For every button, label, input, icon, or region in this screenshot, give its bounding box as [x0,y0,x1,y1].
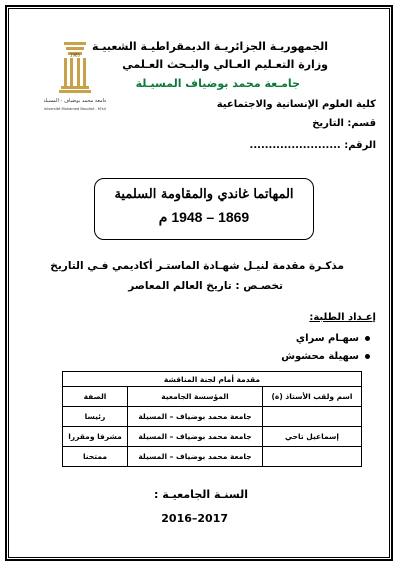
university-heading: جامـعة محمد بوضياف المسيـلة [135,77,300,90]
committee-table [62,371,362,467]
university-logo [44,38,106,118]
thesis-specialty: تخصـص : تاريخ العالم المعاصر [128,280,283,292]
student-name: سهـام سراي [295,333,359,344]
table-row [63,447,362,467]
thesis-description: مذكـرة مقدمة لنيـل شهـادة الماستـر أكاديمي فـي التاريخ [50,260,344,272]
bullet-icon [365,336,370,341]
table-cell: مشرفا ومقررا [63,427,128,447]
column-header: اسم ولقب الأستاذ (ة) [263,387,362,407]
academic-year-value: 2016–2017 [161,512,228,525]
reference-number: الرقم: ........................ [249,140,376,151]
table-row [63,427,362,447]
table-cell: إسماعيل تاحي [263,427,362,447]
academic-year-label: السنـة الجامعيـة : [154,488,248,501]
table-row [63,407,362,427]
table-cell: رئيسا [63,407,128,427]
thesis-title: المهاتما غاندي والمقاومة السلمية [114,187,294,202]
table-caption-row [63,372,362,387]
logo-name-ar: جامعة محمد بوضياف - المسيلة [44,98,106,104]
logo-year: 1985 [69,52,81,58]
column-header: الصفة [63,387,128,407]
table-cell: ممتحنا [63,447,128,467]
faculty-name: كلية العلوم الإنسانية والاجتماعية [216,99,376,110]
logo-name-fr: Université Mohamed Boudiaf - M'sila [44,107,106,111]
table-cell: جامعة محمد بوضياف – المسيلة [128,447,263,467]
thesis-years: 1869 – 1948 م [158,209,250,225]
column-header: المؤسسة الجامعية [128,387,263,407]
table-cell [263,447,362,467]
department-name: قسم: التاريخ [312,118,376,129]
table-cell: جامعة محمد بوضياف – المسيلة [128,407,263,427]
republic-heading: الجمهوريـة الجزائريـة الديمقراطيـة الشعبيـة [91,40,328,53]
bullet-icon [365,354,370,359]
students-heading: إعـداد الطلبة: [309,312,376,323]
ministry-heading: وزارة التعـليم العـالي والبـحث العـلمي [122,58,328,71]
thesis-title-box [94,178,314,240]
table-header-row [63,387,362,407]
student-name: سهيلة محشوش [281,351,359,362]
student-item [281,351,370,362]
table-caption: مقدمة أمام لجنة المناقشة [63,372,362,387]
table-cell: جامعة محمد بوضياف – المسيلة [128,427,263,447]
table-cell [263,407,362,427]
student-item [296,333,370,344]
